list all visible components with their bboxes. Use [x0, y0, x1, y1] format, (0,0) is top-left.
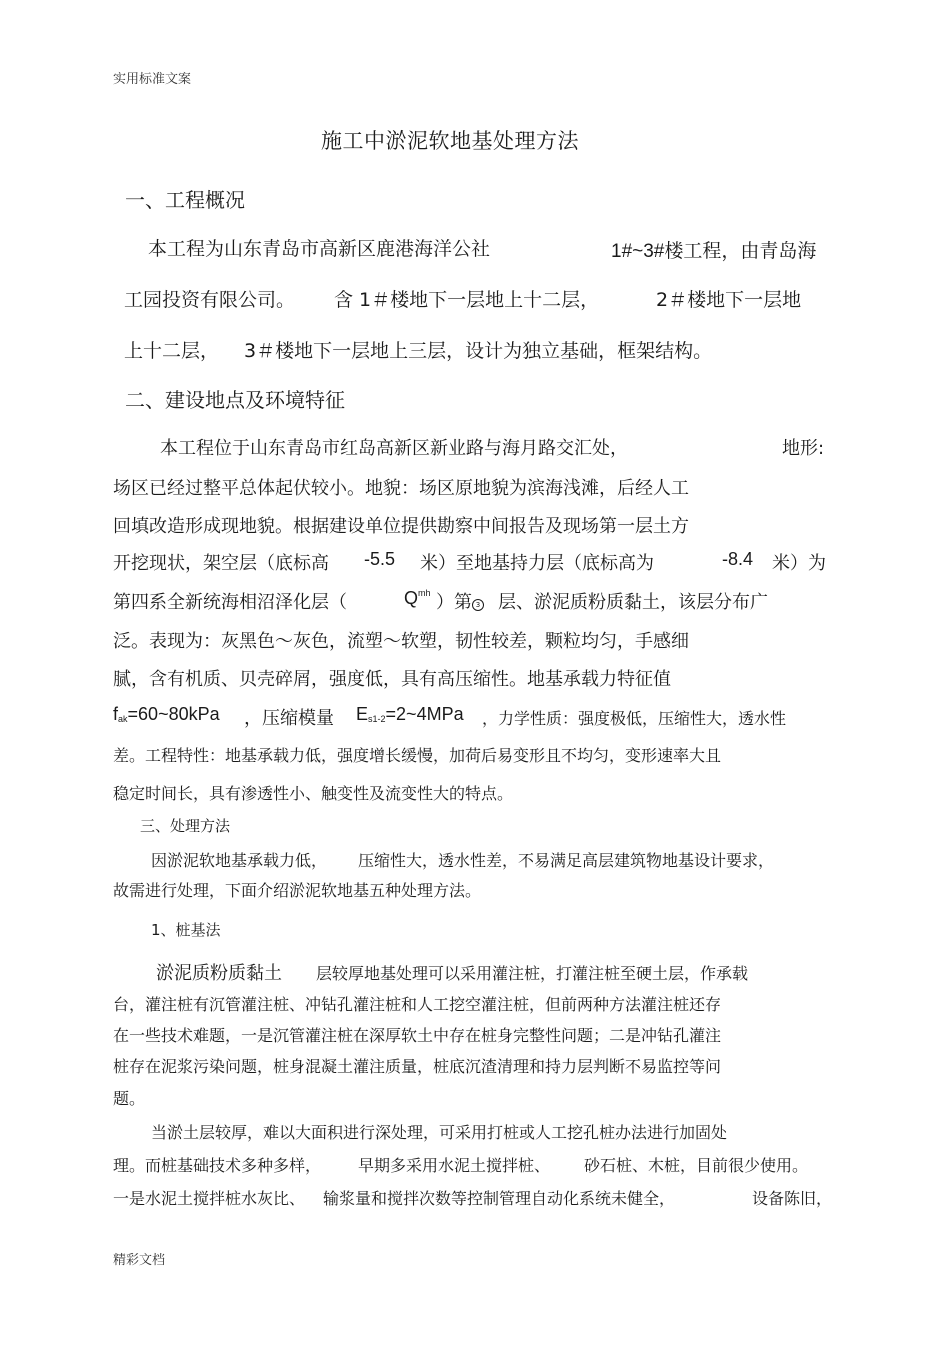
page-footer: 精彩文档 [113, 1253, 166, 1268]
overview-line-1b: 1#~3#楼工程，由青岛海 [611, 241, 817, 262]
pile-para2-line-3c: 设备陈旧， [752, 1189, 833, 1208]
pile-para2-line-1: 当淤土层较厚，难以大面积进行深处理，可采用打桩或人工挖孔桩办法进行加固处 [151, 1123, 728, 1142]
site-line-9: 差。工程特性：地基承载力低，强度增长缓慢，加荷后易变形且不均匀，变形速率大且 [113, 746, 722, 765]
pile-line-4: 桩存在泥浆污染问题，桩身混凝土灌注质量，桩底沉渣清理和持力层判断不易监控等问 [113, 1057, 722, 1076]
methods-line-2: 故需进行处理，下面介绍淤泥软地基五种处理方法。 [113, 881, 482, 900]
pile-line-3: 在一些技术难题，一是沉管灌注桩在深厚软土中存在桩身完整性问题；二是冲钻孔灌注 [113, 1026, 722, 1045]
section-heading-overview: 一、工程概况 [125, 188, 245, 212]
site-line-10: 稳定时间长，具有渗透性小、触变性及流变性大的特点。 [113, 784, 514, 803]
methods-line-1a: 因淤泥软地基承载力低， [151, 851, 328, 870]
overview-line-3b: 3＃楼地下一层地上三层，设计为独立基础，框架结构。 [244, 340, 713, 362]
pile-line-1b: 层较厚地基处理可以采用灌注桩，打灌注桩至硬土层，作承载 [316, 964, 749, 983]
es-value: =2~4MPa [385, 704, 464, 724]
site-line-4d: -8.4 [722, 549, 754, 569]
site-line-8d: ，力学性质：强度极低，压缩性大，透水性 [482, 709, 787, 728]
pile-para2-line-3b: 输浆量和搅拌次数等控制管理自动化系统未健全， [323, 1189, 676, 1208]
quaternary-symbol [404, 588, 431, 609]
site-line-1a: 本工程位于山东青岛市红岛高新区新业路与海月路交汇处， [160, 438, 628, 459]
site-line-1b: 地形: [782, 438, 825, 459]
overview-line-2b: 含 1＃楼地下一层地上十二层， [334, 289, 600, 311]
q-letter: Q [404, 588, 419, 608]
site-line-8b: ，压缩模量 [244, 708, 334, 729]
pile-para2-line-2a: 理。而桩基础技术多种多样， [113, 1156, 322, 1175]
q-superscript: mh [418, 588, 431, 598]
bearing-capacity-value [113, 704, 220, 725]
pile-para2-line-3a: 一是水泥土搅拌桩水灰比、 [113, 1189, 306, 1208]
pile-para2-line-2c: 砂石桩、木桩，目前很少使用。 [584, 1156, 809, 1175]
layer-number-circle: 3 [472, 599, 484, 611]
overview-line-2a: 工园投资有限公司。 [124, 289, 296, 311]
overview-line-1 [148, 234, 490, 261]
site-line-7: 腻，含有机质、贝壳碎屑，强度低，具有高压缩性。地基承载力特征值 [113, 669, 671, 690]
pile-line-1a: 淤泥质粉质黏土 [156, 963, 282, 984]
site-line-2: 场区已经过整平总体起伏较小。地貌：场区原地貌为滨海浅滩，后经人工 [113, 478, 689, 499]
pile-line-2: 台，灌注桩有沉管灌注桩、冲钻孔灌注桩和人工挖空灌注桩，但前两种方法灌注桩还存 [113, 995, 722, 1014]
text-run: 本工程为山东青岛市高新区鹿港海洋公社 [148, 238, 491, 260]
methods-line-1b: 压缩性大，透水性差，不易满足高层建筑物地基设计要求， [358, 851, 775, 870]
document-title: 施工中淤泥软地基处理方法 [321, 129, 579, 153]
pile-line-5: 题。 [113, 1089, 146, 1108]
compression-modulus-value [356, 704, 464, 725]
section-heading-methods: 三、处理方法 [140, 817, 231, 835]
site-line-5c: 层、淤泥质粉质黏土，该层分布广 [498, 592, 768, 613]
overview-line-2c: 2＃楼地下一层地 [656, 289, 802, 311]
e-letter: E [356, 704, 369, 724]
overview-line-3a: 上十二层， [124, 340, 220, 362]
fak-value: =60~80kPa [127, 704, 220, 724]
site-line-4e: 米）为 [772, 553, 826, 574]
pile-para2-line-2b: 早期多采用水泥土搅拌桩、 [358, 1156, 551, 1175]
e-subscript: s1-2 [368, 714, 386, 724]
f-subscript: ak [118, 714, 128, 724]
site-line-4c: 米）至地基持力层（底标高为 [420, 553, 654, 574]
site-line-3: 回填改造形成现地貌。根据建设单位提供勘察中间报告及现场第一层土方 [113, 516, 689, 537]
site-line-4a: 开挖现状，架空层（底标高 [113, 553, 329, 574]
subsection-heading-pile: 1、桩基法 [151, 921, 221, 939]
text-run: ）第 [436, 592, 472, 613]
section-heading-site: 二、建设地点及环境特征 [125, 388, 345, 412]
site-line-4b: -5.5 [364, 549, 396, 569]
f-letter: f [113, 704, 119, 724]
site-line-6: 泛。表现为：灰黑色～灰色，流塑～软塑，韧性较差，颗粒均匀，手感细 [113, 631, 689, 652]
page-header: 实用标准文案 [113, 72, 192, 87]
site-line-5b [436, 588, 484, 614]
site-line-5a: 第四系全新统海相沼泽化层（ [113, 592, 347, 613]
